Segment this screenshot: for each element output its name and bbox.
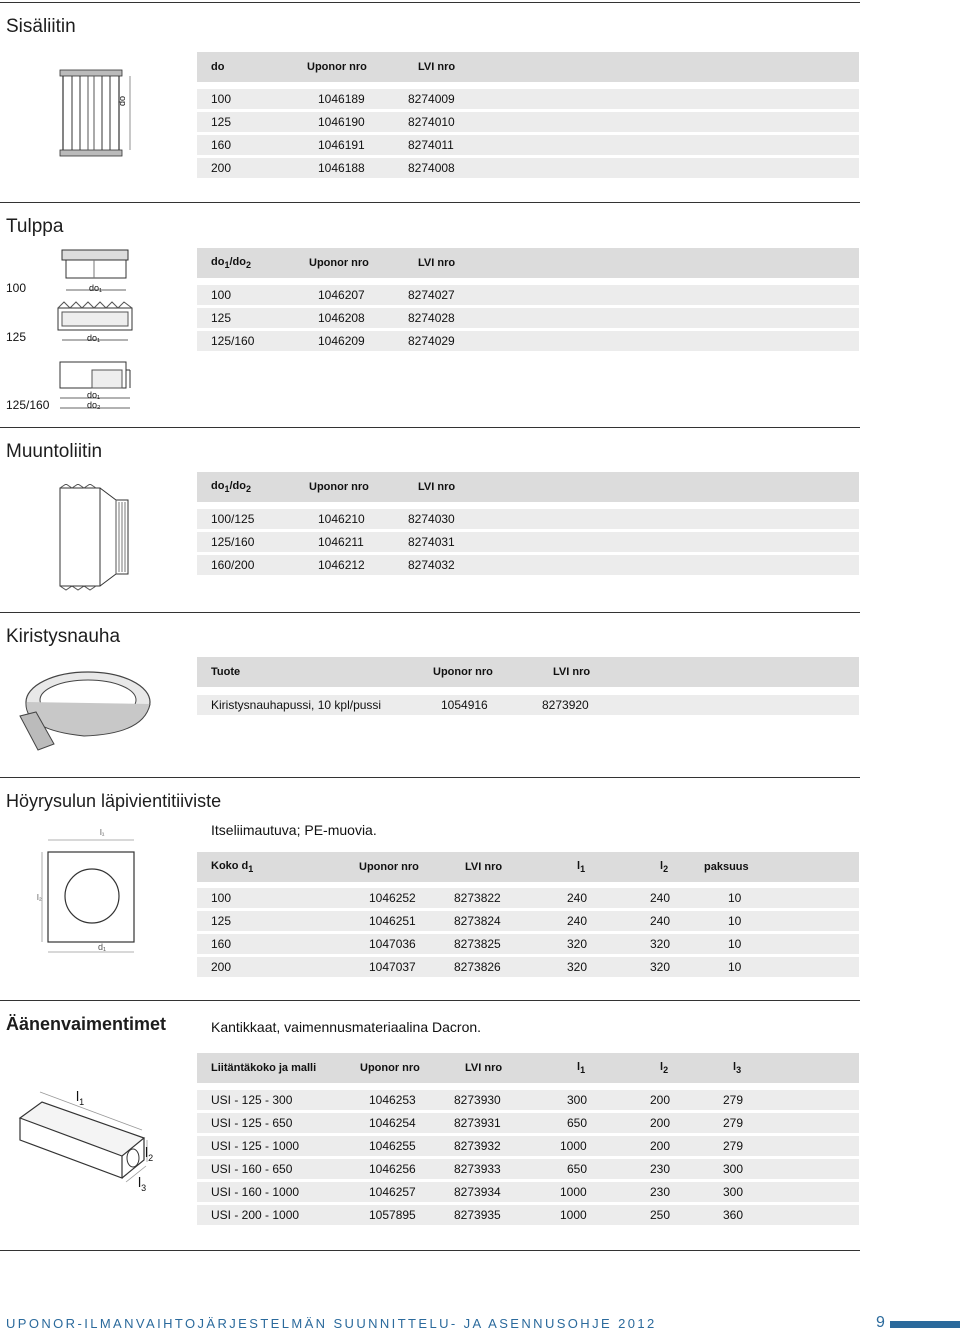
table-row: USI - 125 - 300 1046253 8273930 300 200 279 xyxy=(197,1090,859,1110)
tulppa-do1-label: do₁ xyxy=(87,333,101,343)
table-row: 160 1047036 8273825 320 320 10 xyxy=(197,934,859,954)
tulppa-size-label: 125 xyxy=(6,330,27,344)
section-title-tulppa: Tulppa xyxy=(6,216,64,237)
tulppa-do2-label: do₂ xyxy=(87,400,101,410)
page-number: 9 xyxy=(876,1314,885,1331)
aanenvaimentimet-l2-label: $l_2$ xyxy=(145,1144,154,1163)
section-divider xyxy=(0,1000,860,1001)
footer-accent-bar xyxy=(890,1321,960,1328)
section-divider xyxy=(0,2,860,3)
aanenvaimentimet-l3-label: $l_3$ xyxy=(138,1174,147,1193)
hoyrysulku-drawing xyxy=(36,834,156,964)
aanenvaimentimet-l1-label: $l_1$ xyxy=(76,1088,85,1107)
sisaliitin-do-label: do xyxy=(117,95,127,106)
tulppa-size-label: 125/160 xyxy=(6,398,50,412)
table-header: do Uponor nro LVI nro xyxy=(197,52,859,82)
table-row: 125 1046190 8274010 xyxy=(197,112,859,132)
table-row: 125 1046208 8274028 xyxy=(197,308,859,328)
table-header: Tuote Uponor nro LVI nro xyxy=(197,657,859,687)
table-row: 100/125 1046210 8274030 xyxy=(197,509,859,529)
table-row: USI - 160 - 1000 1046257 8273934 1000 230 300 xyxy=(197,1182,859,1202)
hoyrysulku-d1-label: d₁ xyxy=(98,942,107,952)
tulppa-do1-label: do₁ xyxy=(87,390,101,400)
table-row: 100 1046189 8274009 xyxy=(197,89,859,109)
table-row: 200 1047037 8273826 320 320 10 xyxy=(197,957,859,977)
hoyrysulku-description: Itseliimautuva; PE-muovia. xyxy=(211,822,377,838)
table-row: 160/200 1046212 8274032 xyxy=(197,555,859,575)
table-row: 100 1046252 8273822 240 240 10 xyxy=(197,888,859,908)
table-row: 200 1046188 8274008 xyxy=(197,158,859,178)
table-row: 125/160 1046211 8274031 xyxy=(197,532,859,552)
section-title-aanenvaimentimet: Äänenvaimentimet xyxy=(6,1014,167,1034)
tulppa-do1-label: do₁ xyxy=(89,283,103,293)
table-row: USI - 200 - 1000 1057895 8273935 1000 250 360 xyxy=(197,1205,859,1225)
section-divider xyxy=(0,202,860,203)
table-row: USI - 160 - 650 1046256 8273933 650 230 300 xyxy=(197,1159,859,1179)
table-row: Kiristysnauhapussi, 10 kpl/pussi 1054916 8273920 xyxy=(197,695,859,715)
section-divider xyxy=(0,1250,860,1251)
aanenvaimentimet-description: Kantikkaat, vaimennusmateriaalina Dacron. xyxy=(211,1019,482,1035)
table-header: Liitäntäkoko ja malli Uponor nro LVI nro $l_1$ $l_2$ $l_3$ xyxy=(197,1053,859,1083)
table-header: Koko $d_1$ Uponor nro LVI nro $l_1$ $l_2$ paksuus xyxy=(197,852,859,882)
table-header: $do_1/do_2$ Uponor nro LVI nro xyxy=(197,472,859,502)
table-row: 160 1046191 8274011 xyxy=(197,135,859,155)
hoyrysulku-l1-label: l₁ xyxy=(100,828,105,837)
table-row: USI - 125 - 1000 1046255 8273932 1000 200 279 xyxy=(197,1136,859,1156)
sisaliitin-drawing xyxy=(58,64,142,158)
table-row: 125/160 1046209 8274029 xyxy=(197,331,859,351)
kiristysnauha-drawing xyxy=(14,660,154,752)
table-row: USI - 125 - 650 1046254 8273931 650 200 279 xyxy=(197,1113,859,1133)
table-row: 100 1046207 8274027 xyxy=(197,285,859,305)
section-title-sisaliitin: Sisäliitin xyxy=(6,16,76,37)
section-divider xyxy=(0,777,860,778)
hoyrysulku-l2-label: l₂ xyxy=(37,893,42,902)
section-divider xyxy=(0,612,860,613)
section-title-hoyrysulku: Höyrysulun läpivientitiiviste xyxy=(6,791,222,811)
section-divider xyxy=(0,427,860,428)
table-header: $do_1/do_2$ Uponor nro LVI nro xyxy=(197,248,859,278)
tulppa-size-label: 100 xyxy=(6,281,27,295)
section-title-kiristysnauha: Kiristysnauha xyxy=(6,626,121,647)
footer-text: UPONOR-ILMANVAIHTOJÄRJESTELMÄN SUUNNITTELU- JA ASENNUSOHJE 2012 xyxy=(6,1316,657,1331)
section-title-muuntoliitin: Muuntoliitin xyxy=(6,441,103,462)
table-row: 125 1046251 8273824 240 240 10 xyxy=(197,911,859,931)
muuntoliitin-drawing xyxy=(56,484,136,594)
